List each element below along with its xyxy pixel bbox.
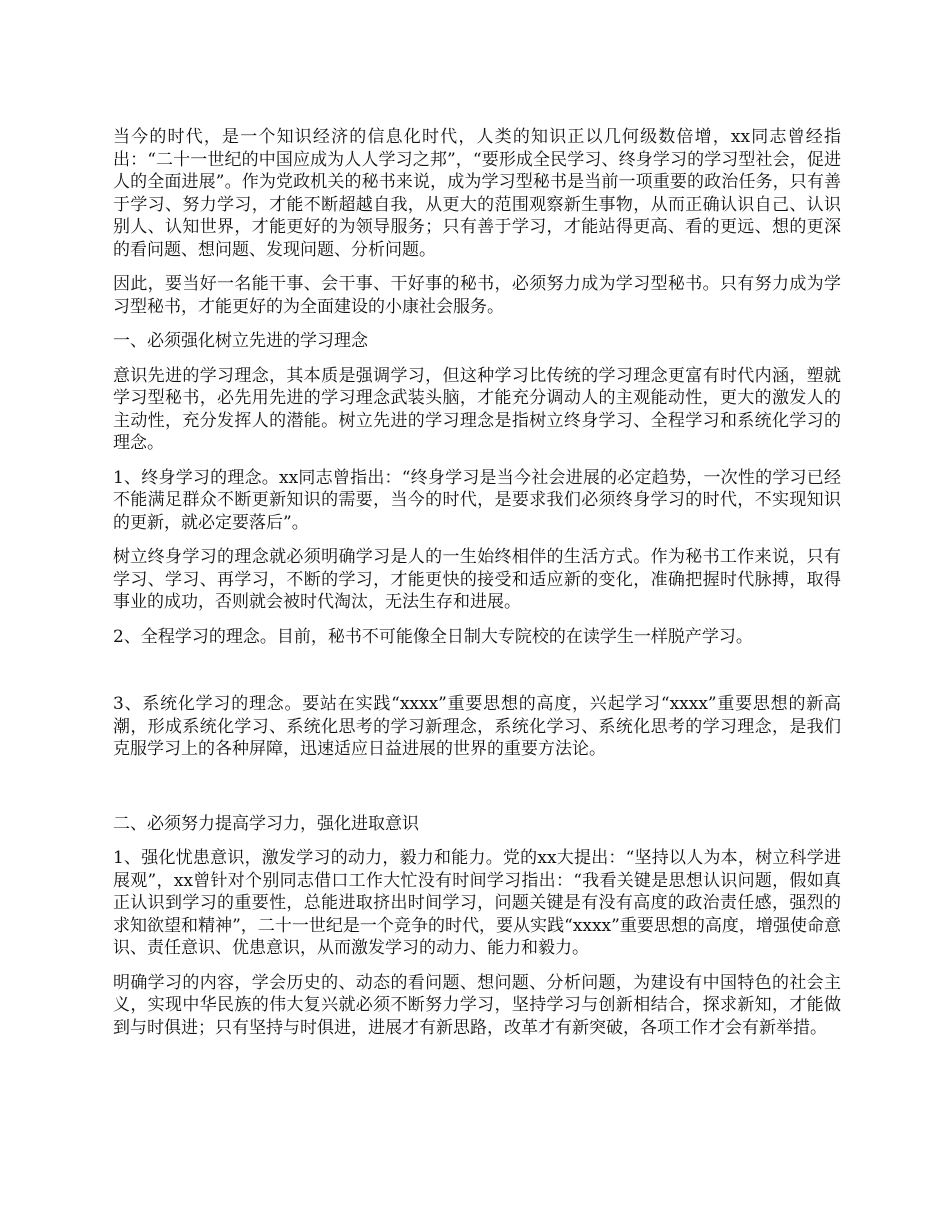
paragraph-learning-content: 明确学习的内容，学会历史的、动态的看问题、想问题、分析问题，为建设有中国特色的社会主义，实现中华民族的伟大复兴就必须不断努力学习，坚持学习与创新相结合，探求新知，才能做到与时俱进；只有坚持与时俱进，进展才有新思路，改革才有新突破，各项工作才会有新举措。 (113, 972, 841, 1038)
paragraph-systematic-learning: 3、系统化学习的理念。要站在实践“xxxx”重要思想的高度，兴起学习“xxxx”重要思想的新高潮，形成系统化学习、系统化思考的学习新理念，系统化学习、系统化思考的学习理念，是我们克服学习上的各种屏障，迅速适应日益进展的世界的重要方法论。 (113, 694, 841, 759)
section-heading-one: 一、必须强化树立先进的学习理念 (113, 331, 368, 351)
paragraph-lifelong-learning: 1、终身学习的理念。xx同志曾指出：“终身学习是当今社会进展的必定趋势，一次性的学习已经不能满足群众不断更新知识的需要，当今的时代，是要求我们必须终身学习的时代，不实现知识的更新，就必定要落后”。 (113, 467, 841, 533)
paragraph-crisis-awareness: 1、强化忧患意识，激发学习的动力，毅力和能力。党的xx大提出：“坚持以人为本，树立科学进展观”，xx曾针对个别同志借口工作大忙没有时间学习指出：“我看关键是思想认识问题，假如真正认识到学习的重要性，总能进取挤出时间学习，问题关键是有没有高度的政治责任感，强烈的求知欲望和精神”，二十一世纪是一个竞争的时代，要从实践“xxxx”重要思想的高度，增强使命意识、责任意识、优患意识，从而激发学习的动力、能力和毅力。 (113, 848, 841, 958)
document-body (113, 126, 841, 1051)
paragraph-therefore: 因此，要当好一名能干事、会干事、干好事的秘书，必须努力成为学习型秘书。只有努力成为学习型秘书，才能更好的为全面建设的小康社会服务。 (113, 274, 841, 317)
paragraph-intro: 当今的时代，是一个知识经济的信息化时代，人类的知识正以几何级数倍增，xx同志曾经指出：“二十一世纪的中国应成为人人学习之邦”，“要形成全民学习、终身学习的学习型社会，促进人的全面进展”。作为党政机关的秘书来说，成为学习型秘书是当前一项重要的政治任务，只有善于学习、努力学习，才能不断超越自我，从更大的范围观察新生事物，从而正确认识自己、认识别人、认知世界，才能更好的为领导服务；只有善于学习，才能站得更高、看的更远、想的更深的看问题、想问题、发现问题、分析问题。 (113, 127, 841, 260)
paragraph-full-process-learning: 2、全程学习的理念。目前，秘书不可能像全日制大专院校的在读学生一样脱产学习。 (113, 626, 753, 647)
blank-spacer (113, 773, 841, 813)
section-heading-two: 二、必须努力提高学习力，强化进取意识 (113, 813, 419, 834)
blank-spacer (113, 660, 841, 693)
paragraph-lifelong-lifestyle: 树立终身学习的理念就必须明确学习是人的一生始终相伴的生活方式。作为秘书工作来说，只有学习、学习、再学习，不断的学习，才能更快的接受和适应新的变化，准确把握时代脉搏，取得事业的成功，否则就会被时代淘汰，无法生存和进展。 (113, 547, 841, 612)
paragraph-advanced-concept: 意识先进的学习理念，其本质是强调学习，但这种学习比传统的学习理念更富有时代内涵，塑就学习型秘书，必先用先进的学习理念武装头脑，才能充分调动人的主观能动性，更大的激发人的主动性，充分发挥人的潜能。树立先进的学习理念是指树立终身学习、全程学习和系统化学习的理念。 (113, 365, 841, 453)
